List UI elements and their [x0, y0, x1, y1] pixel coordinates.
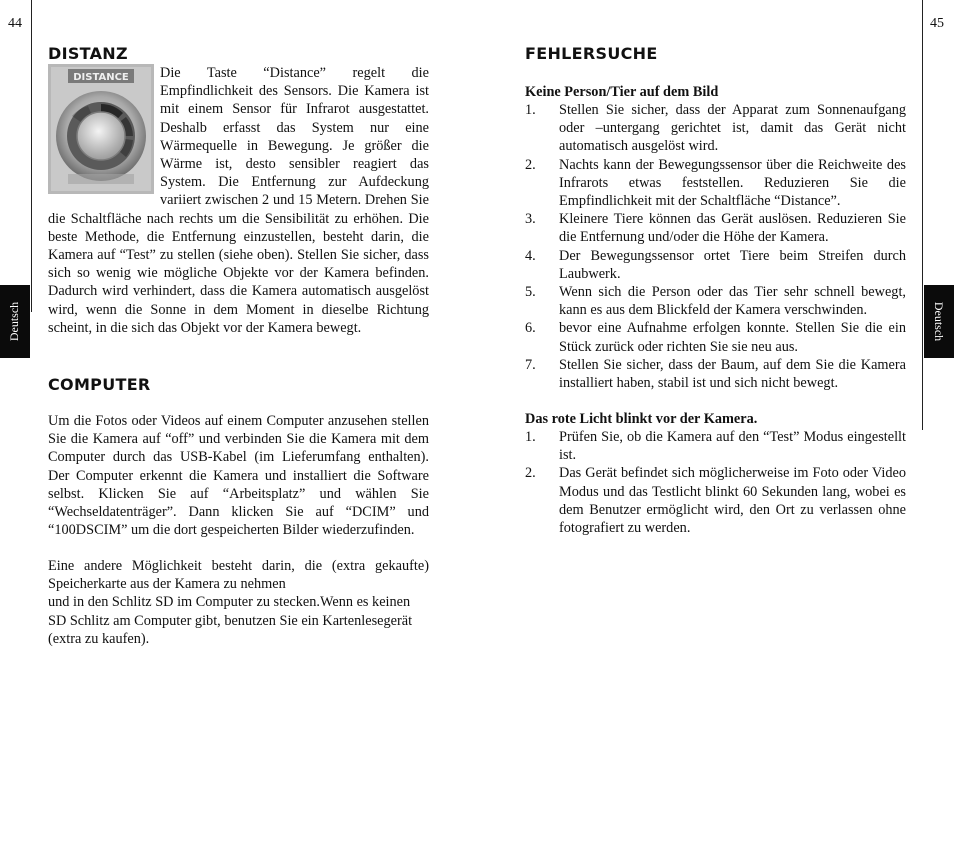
list-item: 7. Stellen Sie sicher, dass der Baum, auf dem Sie die Kamera installiert haben, stabil ist und sich nicht bewegt. [525, 356, 906, 392]
list-item: 1. Prüfen Sie, ob die Kamera auf den “Test” Modus eingestellt ist. [525, 429, 906, 464]
margin-rule-left [31, 0, 32, 312]
language-tab-right: Deutsch [924, 285, 954, 358]
distanz-paragraph: Die Taste “Distance” regelt die Empfindlichkeit des Sensors. Die Kamera ist mit einem Sensor für Infrarot ausgestattet. Deshalb erfasst das System nur eine Wärmequelle in Bewegung. Je größer die Wärme ist, desto sensibler reagiert das System. Die Entfernung zur Aufdeckung variiert zwischen 2 und 15 Metern. Drehen Sie die Schaltfläche nach rechts um die Sensibilität zu erhöhen. Die beste Methode, die Entfernung einzustellen, besteht darin, die Kamera auf “Test” zu stellen (siehe oben). Stellen Sie sicher, dass sich so wenig wie mögliche Objekte vor der Kamera befinden. Dadurch wird verhindert, dass die Kamera automatisch ausgelöst wird, wenn die Sonne in dem Moment in dieselbe Richtung scheint, in die sich das Objekt vor der Kamera bewegt. [48, 65, 429, 336]
list-item: 1. Stellen Sie sicher, dass der Apparat zum Sonnenaufgang oder –untergang gerichtet ist, damit das Gerät nicht automatisch ausgelöst wird. [525, 102, 906, 155]
distance-dial-photo [48, 64, 154, 194]
computer-paragraph-2-line-2: und in den Schlitz SD im Computer zu stecken.Wenn es keinen SD Schlitz am Computer gibt, benutzen Sie ein Kartenlesegerät (extra zu kaufen). [48, 594, 413, 647]
computer-paragraph-1: Um die Fotos oder Videos auf einem Computer anzusehen stellen Sie die Kamera auf “off” und verbinden Sie die Kamera mit dem Computer durch das USB-Kabel (im Lieferumfang enthalten). Der Computer erkennt die Kamera und installiert die Software selbst. Klicken Sie auf “Arbeitsplatz” und wählen Sie “Wechseldatenträger”. Dann klicken Sie auf “DCIM” und “100DSCIM” um die dort gespeicherten Bilder wiederzufinden. [48, 413, 429, 539]
list-item: 2. Nachts kann der Bewegungssensor über die Reichweite des Infrarots etwas feststellen. Reduzieren Sie die Empfindlichkeit mit der Schaltfläche “Distance”. [525, 156, 906, 210]
section-1-list [525, 101, 906, 392]
list-item: 5. Wenn sich die Person oder das Tier sehr schnell bewegt, kann es aus dem Blickfeld der Kamera verschwinden. [525, 284, 906, 319]
fehlersuche-heading: FEHLERSUCHE [525, 44, 658, 63]
list-item: 2. Das Gerät befindet sich möglicherweise im Foto oder Video Modus und das Testlicht blinkt 60 Sekunden lang, wobei es dem Benutzer ermöglicht wird, den Ort zu verlassen ohne fotografiert zu werden. [525, 465, 906, 537]
page-number-left: 44 [8, 16, 22, 31]
language-tab-left: Deutsch [0, 285, 30, 358]
distance-dial-icon [48, 64, 154, 194]
list-item: 6. bevor eine Aufnahme erfolgen konnte. Stellen Sie die ein Stück zurück oder richten Sie sie neu aus. [525, 320, 906, 355]
page-number-right: 45 [930, 16, 944, 31]
margin-rule-right [922, 0, 923, 430]
list-item: 3. Kleinere Tiere können das Gerät auslösen. Reduzieren Sie die Entfernung und/oder die Höhe der Kamera. [525, 211, 906, 246]
computer-heading: COMPUTER [48, 375, 151, 394]
section-1-title: Keine Person/Tier auf dem Bild [525, 84, 719, 100]
computer-paragraph-2-line-1: Eine andere Möglichkeit besteht darin, die (extra gekaufte) Speicherkarte aus der Kamera zu nehmen [48, 558, 429, 593]
list-item: 4. Der Bewegungssensor ortet Tiere beim Streifen durch Laubwerk. [525, 247, 906, 282]
distanz-section [48, 64, 429, 337]
section-2-title: Das rote Licht blinkt vor der Kamera. [525, 411, 758, 427]
distanz-heading: DISTANZ [48, 44, 128, 63]
computer-paragraph-2 [48, 557, 429, 648]
section-2-list [525, 428, 906, 537]
dial-label: DISTANCE [73, 72, 129, 83]
